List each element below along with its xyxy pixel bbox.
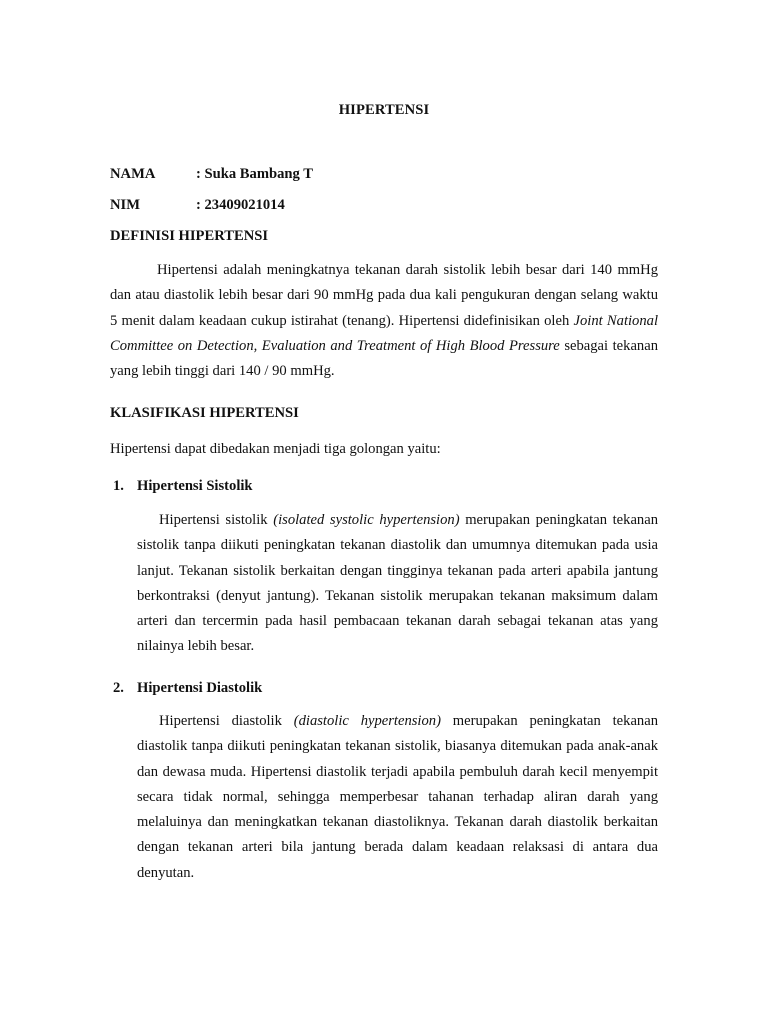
definition-paragraph <box>110 258 658 384</box>
definition-text-end: sebagai tekanan yang lebih tinggi dari 140 / 90 mmHg. <box>110 337 659 380</box>
definition-italic-term: Joint National Committee on Detection, Evaluation and Treatment of High Blood Pressure <box>110 312 658 354</box>
name-row <box>110 166 313 183</box>
subsection-1-italic-term: (isolated systolic hypertension) <box>273 512 460 528</box>
name-value: : Suka Bambang T <box>196 166 313 182</box>
subsection-2-text-end: merupakan peningkatan tekanan diastolik tanpa diikuti peningkatan tekanan sistolik, biasanya ditemukan pada anak-anak dan dewasa muda. Hipertensi diastolik terjadi apabila pembuluh darah kecil menyempit secara tidak normal, sehingga memperbesar tahanan terhadap aliran darah yang melaluinya dan meningkatkan tekanan diastoliknya. Tekanan darah diastolik berkaitan dengan tekanan arteri bila jantung berada dalam keadaan relaksasi di antara dua denyutan. <box>137 713 658 881</box>
nim-value: : 23409021014 <box>196 197 285 213</box>
subsection-1-paragraph <box>137 508 658 660</box>
subsection-1-text-start: Hipertensi sistolik <box>159 512 274 528</box>
subsection-2-text-start: Hipertensi diastolik <box>159 713 294 729</box>
subsection-1-heading <box>113 478 253 495</box>
classification-heading: KLASIFIKASI HIPERTENSI <box>110 405 299 421</box>
subsection-2-heading <box>113 680 262 697</box>
subsection-1-number: 1. <box>113 478 124 494</box>
subsection-2-italic-term: (diastolic hypertension) <box>293 713 441 729</box>
nim-row <box>110 197 285 214</box>
document-title: HIPERTENSI <box>338 102 430 118</box>
classification-intro: Hipertensi dapat dibedakan menjadi tiga golongan yaitu: <box>110 441 441 457</box>
subsection-2-title: Hipertensi Diastolik <box>137 680 263 696</box>
subsection-1-text-end: merupakan peningkatan tekanan sistolik tanpa diikuti peningkatan tekanan diastolik dan umumnya ditemukan pada usia lanjut. Tekanan sistolik berkaitan dengan tingginya tekanan pada arteri apabila jantung berkontraksi (denyut jantung). Tekanan sistolik merupakan tekanan maksimum dalam arteri dan tercermin pada hasil pembacaan tekanan darah sebagai tekanan atas yang nilainya lebih besar. <box>137 512 658 655</box>
name-label: NAMA <box>110 166 156 182</box>
subsection-2-number: 2. <box>113 680 124 696</box>
subsection-2-paragraph <box>137 709 658 886</box>
nim-label: NIM <box>110 197 140 213</box>
definition-text-start: Hipertensi adalah meningkatnya tekanan darah sistolik lebih besar dari 140 mmHg dan atau diastolik lebih besar dari 90 mmHg pada dua kali pengukuran dengan selang waktu 5 menit dalam keadaan cukup istirahat (tenang). Hipertensi didefinisikan oleh <box>110 262 658 329</box>
subsection-1-title: Hipertensi Sistolik <box>137 478 253 494</box>
definition-heading: DEFINISI HIPERTENSI <box>110 228 269 244</box>
